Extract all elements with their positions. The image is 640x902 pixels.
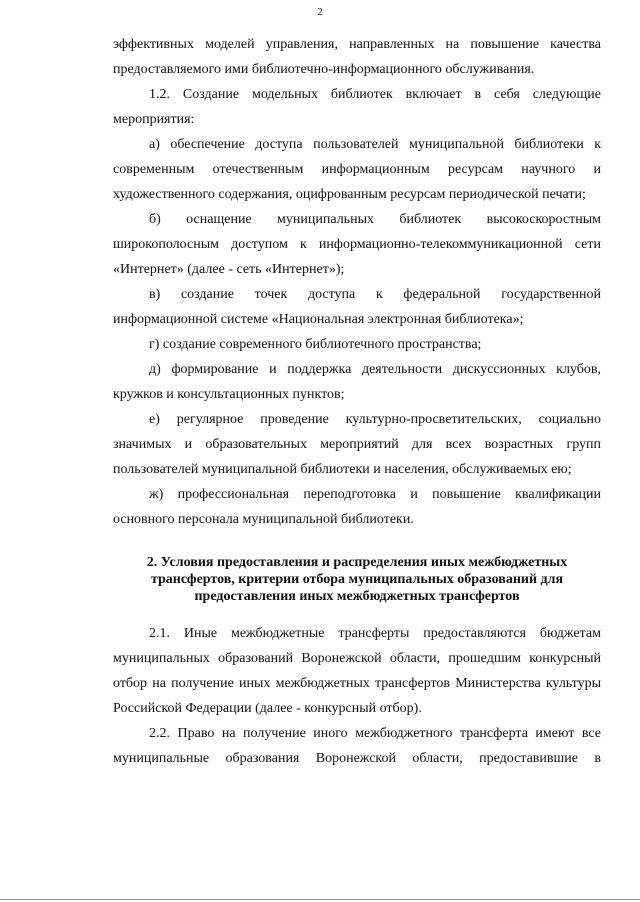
list-item-a: а) обеспечение доступа пользователей муниципальной библиотеки к современным отечественным информационным ресурсам научного и художественного содержания, оцифрованным ресурсам периодической печати; xyxy=(113,137,601,202)
list-item-e: е) регулярное проведение культурно-просветительских, социально значимых и образовательных мероприятий для всех возрастных групп пользователей муниципальной библиотеки и населения, обслуживаемых ею; xyxy=(113,412,601,477)
paragraph-2-1: 2.1. Иные межбюджетные трансферты предоставляются бюджетам муниципальных образований Воронежской области, прошедшим конкурсный отбор на получение иных межбюджетных трансфертов Министерства культуры Российской Федерации (далее - конкурсный отбор). xyxy=(113,626,601,716)
paragraph-intro-continuation: эффективных моделей управления, направленных на повышение качества предоставляемого ими библиотечно-информационного обслуживания. xyxy=(113,37,601,77)
list-item-d: д) формирование и поддержка деятельности дискуссионных клубов, кружков и консультационных пунктов; xyxy=(113,362,601,402)
list-item-zh: ж) профессиональная переподготовка и повышение квалификации основного персонала муниципальной библиотеки. xyxy=(113,487,601,527)
page-edge-line xyxy=(0,899,640,900)
section-spacer xyxy=(113,532,601,554)
paragraph-2-2: 2.2. Право на получение иного межбюджетного трансферта имеют все муниципальные образования Воронежской области, предоставившие в xyxy=(113,726,601,766)
paragraph-1-2: 1.2. Создание модельных библиотек включает в себя следующие мероприятия: xyxy=(113,87,601,127)
list-item-g: г) создание современного библиотечного пространства; xyxy=(149,337,482,352)
document-body xyxy=(113,32,601,771)
page-number: 2 xyxy=(317,6,323,18)
list-item-v: в) создание точек доступа к федеральной государственной информационной системе «Национальная электронная библиотека»; xyxy=(113,287,601,327)
list-item-b: б) оснащение муниципальных библиотек высокоскоростным широкополосным доступом к информационно-телекоммуникационной сети «Интернет» (далее - сеть «Интернет»); xyxy=(113,212,601,277)
section-heading: 2. Условия предоставления и распределения иных межбюджетных трансфертов, критерии отбора муниципальных образований для предоставления иных межбюджетных трансфертов xyxy=(146,555,568,604)
